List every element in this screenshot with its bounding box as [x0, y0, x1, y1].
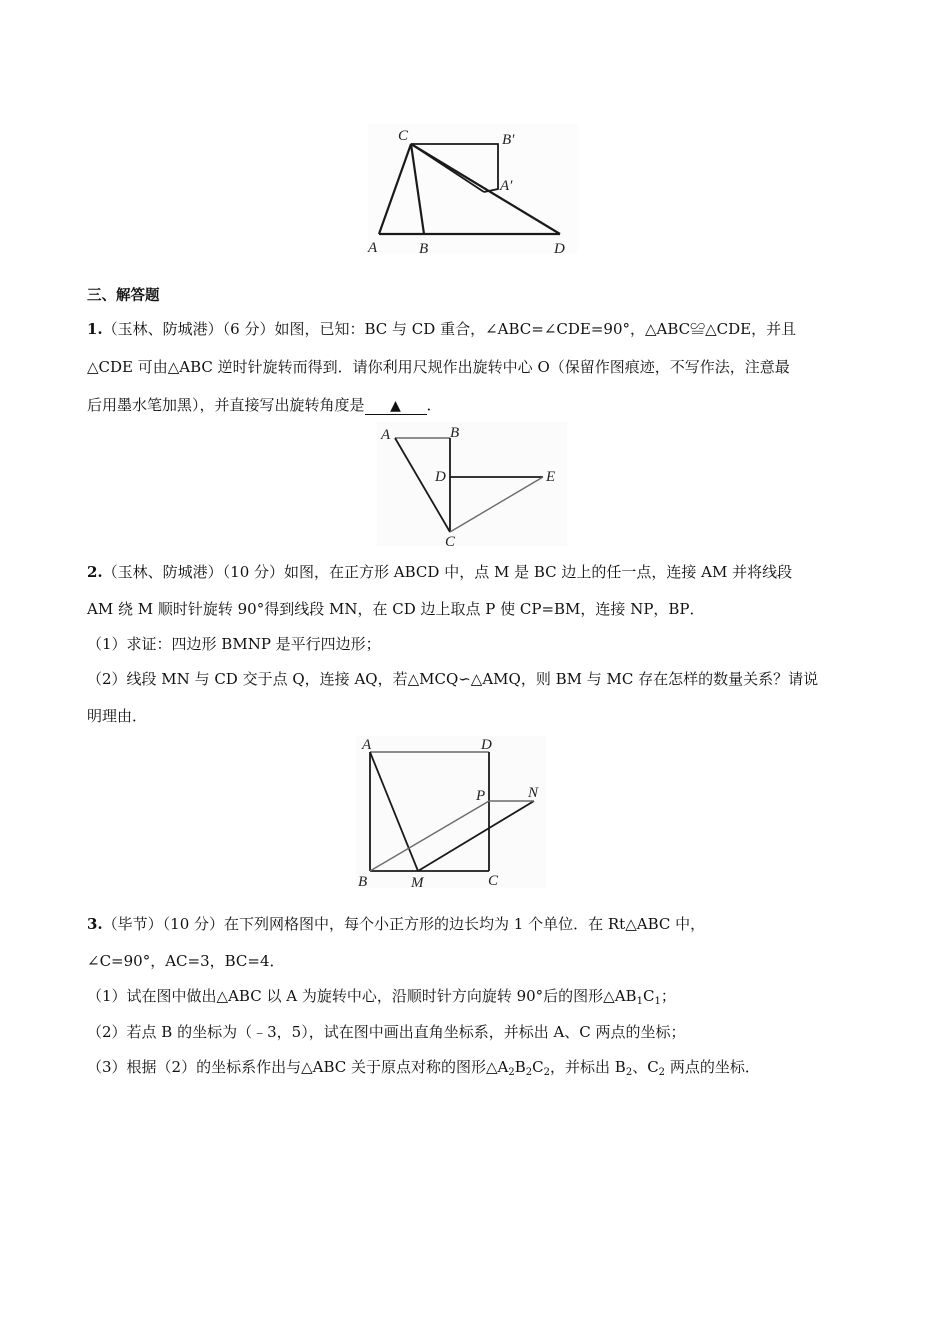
figure-q1 [373, 422, 573, 552]
q2-number: 2. [87, 563, 103, 581]
label-d: D [481, 737, 492, 753]
label-e: E [546, 469, 556, 485]
label-b: B [450, 425, 460, 441]
label-p: P [476, 788, 486, 804]
q1-line2: △CDE 可由△ABC 逆时针旋转而得到．请你利用尺规作出旋转中心 O（保留作图痕迹，不写作法，注意最 [87, 358, 790, 376]
label-m: M [411, 875, 424, 891]
q3-part1-c: C [642, 987, 655, 1005]
q3-part3-a: （3）根据（2）的坐标系作出与△ABC 关于原点对称的图形△A [87, 1058, 509, 1076]
section-title: 三、解答题 [87, 288, 160, 304]
figure-rotation-triangles [360, 122, 590, 262]
q3-part3 [87, 1056, 877, 1078]
q3-text1: （毕节）（10 分）在下列网格图中，每个小正方形的边长均为 1 个单位．在 Rt△ABC 中， [102, 915, 706, 933]
label-b: B [419, 241, 429, 257]
q2-text1: （玉林、防城港）（10 分）如图，在正方形 ABCD 中，点 M 是 BC 边上的任一点，连接 AM 并将线段 [102, 563, 793, 581]
q3-part3-f: 两点的坐标． [665, 1058, 760, 1076]
label-a: A [381, 427, 391, 443]
q3-part1 [87, 985, 877, 1007]
q3-part3-e: 、C [632, 1058, 659, 1076]
q2-line2: AM 绕 M 顺时针旋转 90°得到线段 MN，在 CD 边上取点 P 使 CP=BM，连接 NP，BP． [87, 600, 705, 618]
q3-part3-d: ，并标出 B [550, 1058, 626, 1076]
label-d: D [435, 469, 446, 485]
label-a: A [368, 240, 378, 256]
q3-part2: （2）若点 B 的坐标为（﹣3，5），试在图中画出直角坐标系，并标出 A、C 两点的坐标； [87, 1023, 686, 1041]
label-d: D [554, 241, 565, 257]
q2-part2-cont: 明理由． [87, 707, 148, 725]
q2-line1 [87, 561, 877, 583]
q2-part2: （2）线段 MN 与 CD 交于点 Q，连接 AQ，若△MCQ∽△AMQ，则 BM 与 MC 存在怎样的数量关系？请说 [87, 670, 819, 688]
q1-number: 1. [87, 320, 103, 338]
label-c: C [445, 534, 456, 550]
q1-line3 [87, 394, 877, 416]
q3-part3-c: C [532, 1058, 544, 1076]
label-c: C [488, 873, 499, 889]
q3-part1-text: （1）试在图中做出△ABC 以 A 为旋转中心，沿顺时针方向旋转 90°后的图形△AB [87, 987, 637, 1005]
q3-number: 3. [87, 915, 103, 933]
q3-part1-end: ； [660, 987, 676, 1005]
label-c: C [398, 128, 409, 144]
q1-text3: 后用墨水笔加黑），并直接写出旋转角度是 [87, 396, 365, 414]
sub: 2 [525, 1067, 533, 1078]
label-n: N [528, 785, 539, 801]
q3-part3-b: B [514, 1058, 526, 1076]
label-a: A [362, 737, 372, 753]
sub: 2 [658, 1067, 666, 1078]
figure-q2 [352, 734, 552, 894]
label-b: B [358, 874, 368, 890]
sub: 2 [543, 1067, 551, 1078]
q2-part1: （1）求证：四边形 BMNP 是平行四边形； [87, 635, 381, 653]
sub: 2 [625, 1067, 633, 1078]
q3-line1 [87, 913, 877, 935]
label-a-prime: A′ [500, 178, 513, 194]
answer-blank[interactable]: ▲ [365, 398, 427, 415]
sub: 1 [654, 996, 661, 1007]
q1-period: ． [426, 396, 442, 414]
q1-line1 [87, 318, 877, 340]
q1-text1: （玉林、防城港）（6 分）如图，已知：BC 与 CD 重合，∠ABC=∠CDE=90°，△ABC≌△CDE，并且 [102, 320, 797, 338]
sub: 2 [508, 1067, 515, 1078]
q3-line2: ∠C=90°，AC=3，BC=4． [87, 952, 285, 970]
label-b-prime: B′ [502, 132, 515, 148]
sub: 1 [636, 996, 643, 1007]
